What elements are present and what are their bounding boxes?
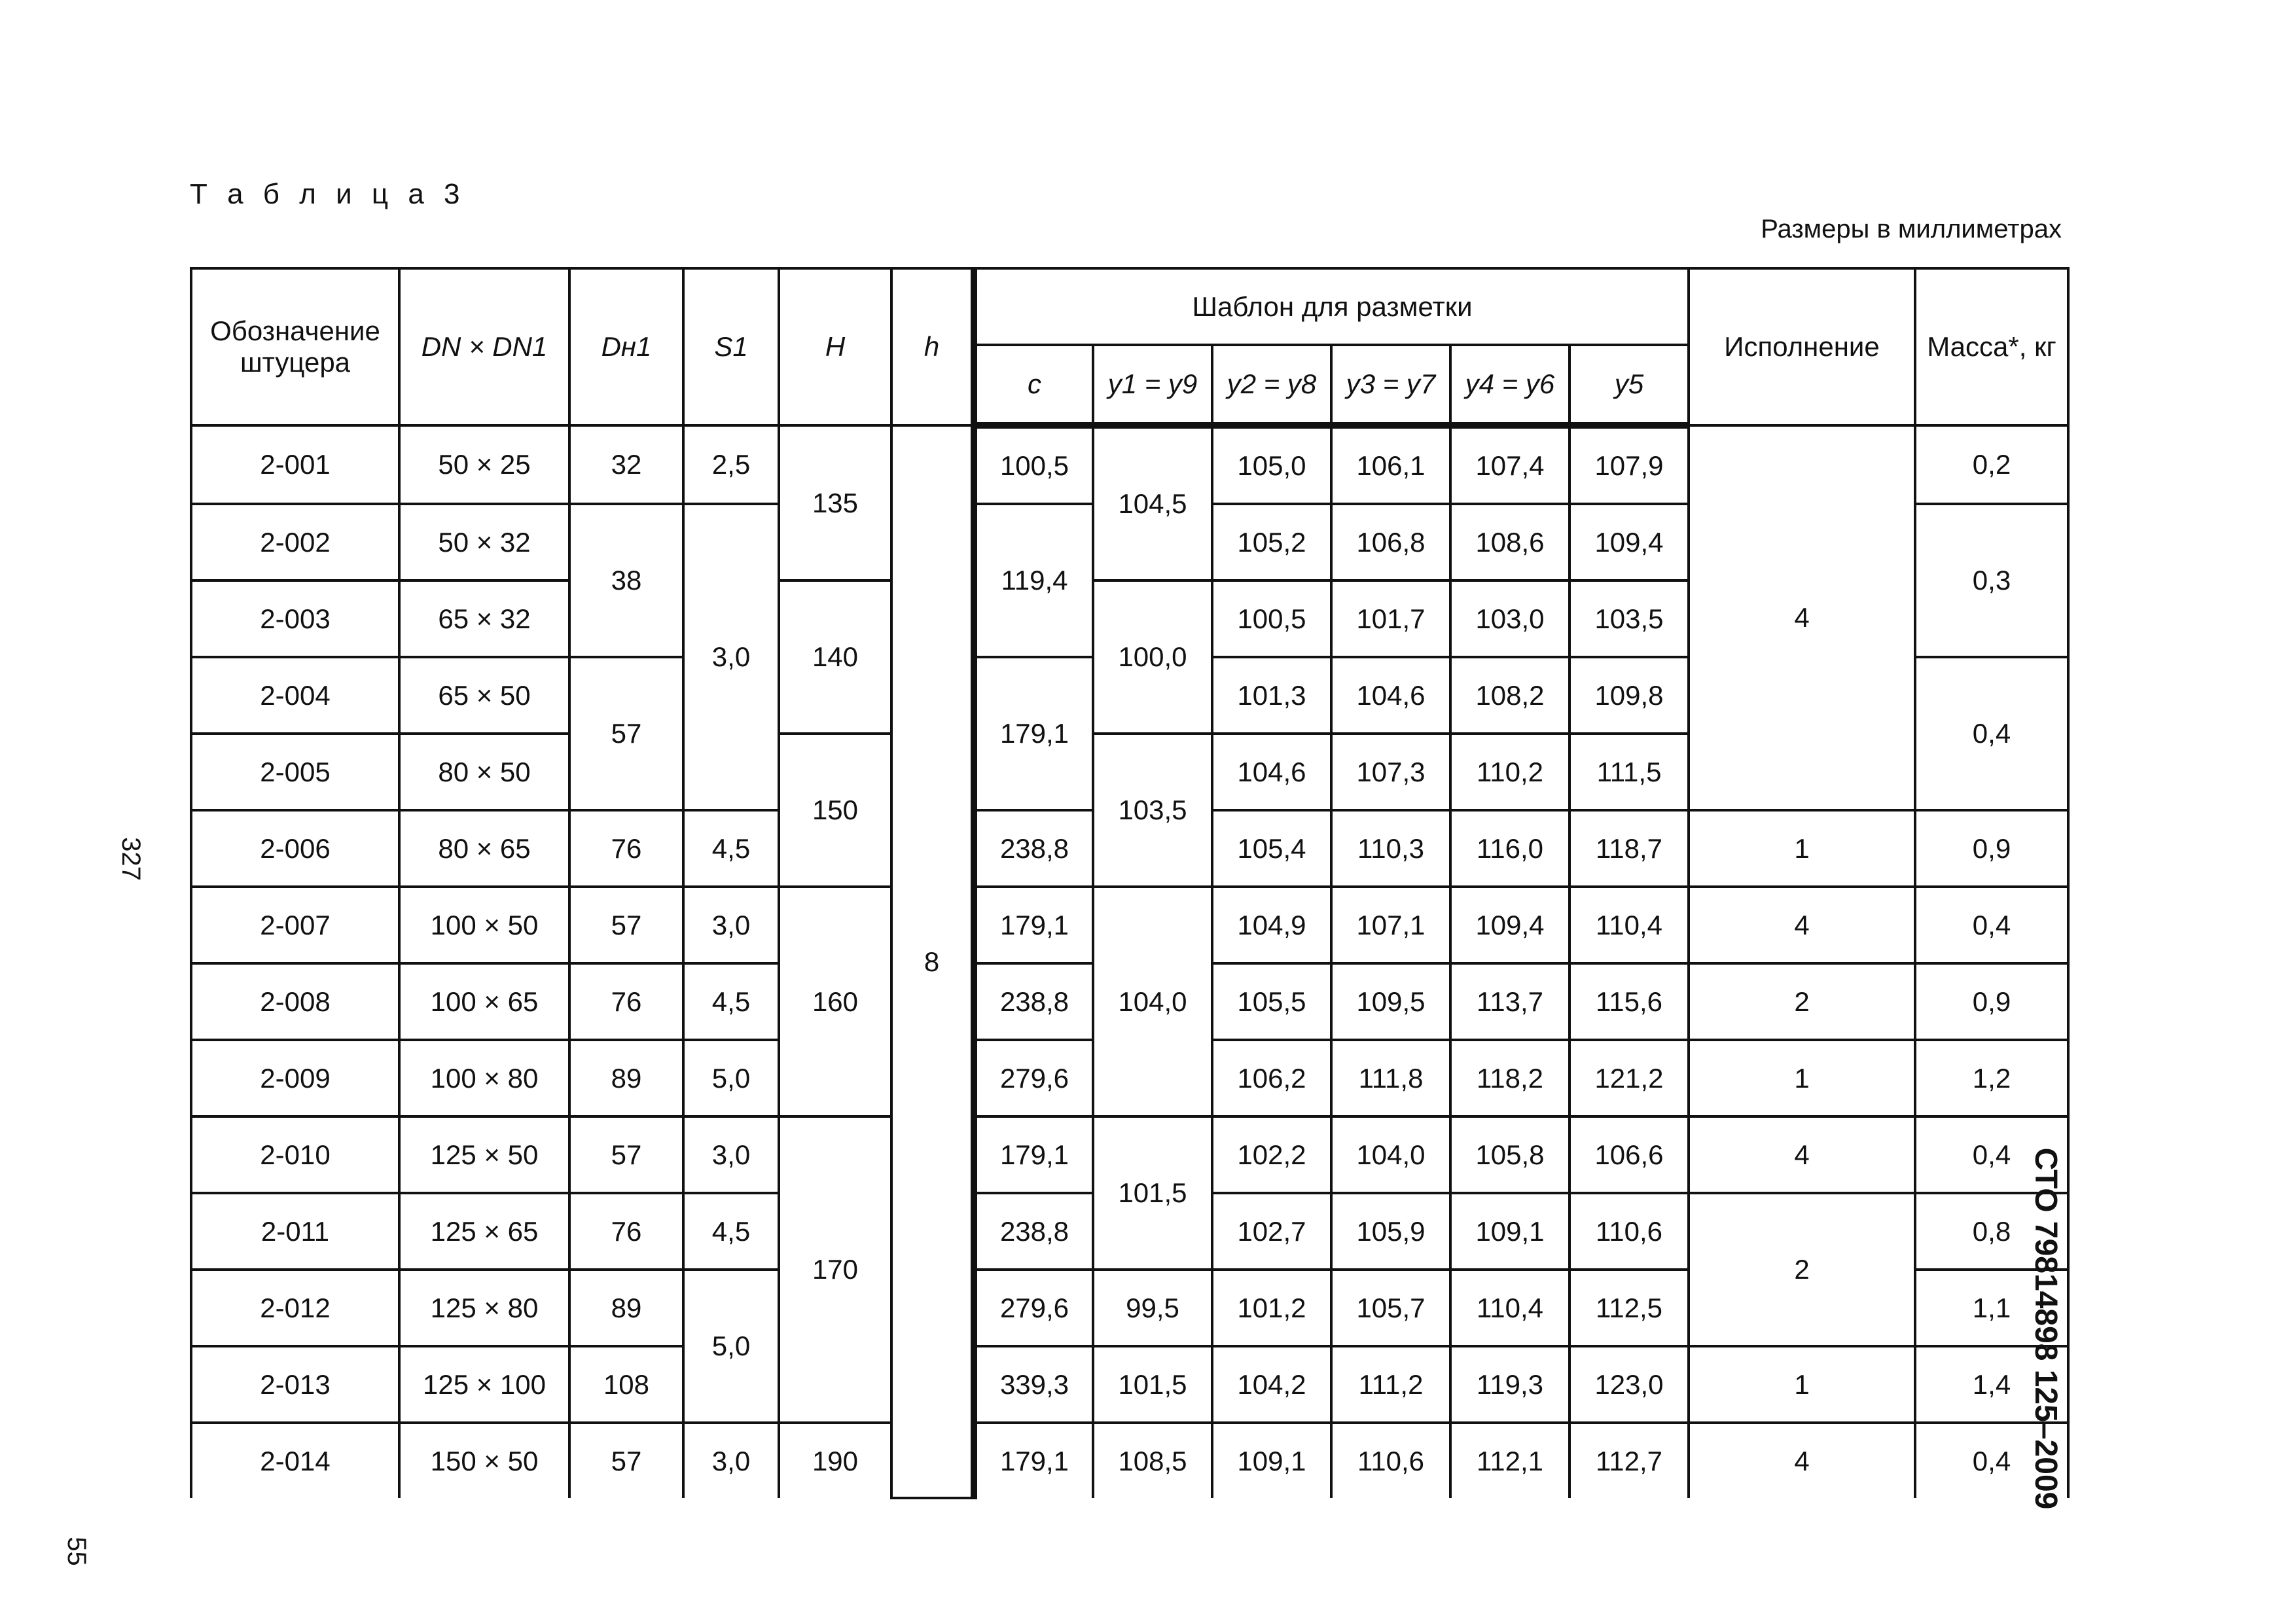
header-h: h	[891, 268, 974, 425]
cell-H: 170	[779, 1116, 891, 1423]
cell-y4: 105,8	[1450, 1116, 1570, 1193]
cell-mass: 0,2	[1915, 425, 2068, 504]
cell-y4: 108,2	[1450, 657, 1570, 734]
cell-dh: 57	[569, 657, 683, 810]
cell-s1: 3,0	[683, 1116, 779, 1193]
cell-y2: 105,2	[1212, 504, 1331, 580]
cell-execution: 1	[1689, 1346, 1915, 1423]
cell-designation: 2-001	[191, 425, 399, 504]
header-dn: DN × DN1	[399, 268, 569, 425]
header-dh: Dн1	[569, 268, 683, 425]
standard-code: СТО 79814898 125–2009	[2028, 1147, 2063, 1510]
cell-y2: 102,2	[1212, 1116, 1331, 1193]
cell-y5: 110,4	[1570, 887, 1689, 963]
cell-y3: 106,1	[1331, 425, 1450, 504]
header-mass: Масса*, кг	[1915, 268, 2068, 425]
cell-dn: 125 × 80	[399, 1270, 569, 1346]
cell-y3: 106,8	[1331, 504, 1450, 580]
header-c: c	[974, 345, 1093, 425]
cell-dh: 76	[569, 810, 683, 887]
table-caption: Т а б л и ц а 3	[190, 178, 466, 210]
cell-y1: 104,0	[1093, 887, 1212, 1116]
cell-s1: 3,0	[683, 887, 779, 963]
cell-y2: 104,6	[1212, 734, 1331, 810]
cell-dn: 65 × 32	[399, 580, 569, 657]
cell-y2: 105,4	[1212, 810, 1331, 887]
cell-y5: 115,6	[1570, 963, 1689, 1040]
cell-dn: 65 × 50	[399, 657, 569, 734]
cell-y1: 104,5	[1093, 425, 1212, 580]
cell-dn: 150 × 50	[399, 1423, 569, 1498]
cell-y4: 116,0	[1450, 810, 1570, 887]
units-note: Размеры в миллиметрах	[1761, 215, 2062, 243]
cell-mass: 0,9	[1915, 810, 2068, 887]
cell-y3: 104,0	[1331, 1116, 1450, 1193]
cell-c: 238,8	[974, 1193, 1093, 1270]
cell-y5: 106,6	[1570, 1116, 1689, 1193]
cell-c: 339,3	[974, 1346, 1093, 1423]
cell-s1: 2,5	[683, 425, 779, 504]
header-y1y9: y1 = y9	[1093, 345, 1212, 425]
cell-dh: 108	[569, 1346, 683, 1423]
cell-y2: 106,2	[1212, 1040, 1331, 1116]
page-number-bottom: 55	[62, 1537, 91, 1566]
cell-y4: 119,3	[1450, 1346, 1570, 1423]
cell-y5: 123,0	[1570, 1346, 1689, 1423]
cell-y1: 108,5	[1093, 1423, 1212, 1498]
cell-y5: 118,7	[1570, 810, 1689, 887]
cell-designation: 2-003	[191, 580, 399, 657]
cell-y2: 105,5	[1212, 963, 1331, 1040]
header-template: Шаблон для разметки	[974, 268, 1689, 345]
cell-dh: 89	[569, 1270, 683, 1346]
cell-y4: 108,6	[1450, 504, 1570, 580]
cell-dh: 57	[569, 1423, 683, 1498]
header-y3y7: y3 = y7	[1331, 345, 1450, 425]
cell-y4: 109,1	[1450, 1193, 1570, 1270]
cell-mass: 0,4	[1915, 887, 2068, 963]
cell-execution: 1	[1689, 1040, 1915, 1116]
cell-y1: 100,0	[1093, 580, 1212, 734]
cell-execution: 2	[1689, 963, 1915, 1040]
cell-y4: 112,1	[1450, 1423, 1570, 1498]
cell-dh: 89	[569, 1040, 683, 1116]
cell-H: 140	[779, 580, 891, 734]
cell-y5: 111,5	[1570, 734, 1689, 810]
cell-y5: 112,7	[1570, 1423, 1689, 1498]
cell-c: 179,1	[974, 1423, 1093, 1498]
cell-dh: 57	[569, 1116, 683, 1193]
cell-y4: 110,2	[1450, 734, 1570, 810]
cell-y5: 121,2	[1570, 1040, 1689, 1116]
cell-mass: 1,2	[1915, 1040, 2068, 1116]
cell-y2: 104,9	[1212, 887, 1331, 963]
cell-s1: 4,5	[683, 963, 779, 1040]
page-number-side: 327	[116, 837, 145, 881]
cell-y3: 111,8	[1331, 1040, 1450, 1116]
cell-designation: 2-002	[191, 504, 399, 580]
cell-y5: 112,5	[1570, 1270, 1689, 1346]
cell-s1: 3,0	[683, 1423, 779, 1498]
cell-y3: 110,3	[1331, 810, 1450, 887]
cell-y5: 103,5	[1570, 580, 1689, 657]
cell-execution: 4	[1689, 1423, 1915, 1498]
cell-y3: 105,7	[1331, 1270, 1450, 1346]
cell-y2: 109,1	[1212, 1423, 1331, 1498]
cell-H: 135	[779, 425, 891, 580]
cell-y2: 101,3	[1212, 657, 1331, 734]
cell-designation: 2-006	[191, 810, 399, 887]
cell-execution: 4	[1689, 1116, 1915, 1193]
cell-designation: 2-011	[191, 1193, 399, 1270]
cell-dh: 38	[569, 504, 683, 657]
cell-y2: 101,2	[1212, 1270, 1331, 1346]
header-execution: Исполнение	[1689, 268, 1915, 425]
cell-designation: 2-007	[191, 887, 399, 963]
cell-c: 279,6	[974, 1270, 1093, 1346]
cell-H: 150	[779, 734, 891, 887]
cell-designation: 2-010	[191, 1116, 399, 1193]
cell-y3: 111,2	[1331, 1346, 1450, 1423]
cell-y5: 107,9	[1570, 425, 1689, 504]
cell-y4: 118,2	[1450, 1040, 1570, 1116]
cell-dh: 57	[569, 887, 683, 963]
cell-dh: 76	[569, 963, 683, 1040]
cell-y4: 110,4	[1450, 1270, 1570, 1346]
cell-c: 119,4	[974, 504, 1093, 657]
cell-H: 160	[779, 887, 891, 1116]
cell-c: 238,8	[974, 810, 1093, 887]
cell-s1: 5,0	[683, 1040, 779, 1116]
cell-designation: 2-014	[191, 1423, 399, 1498]
cell-dh: 32	[569, 425, 683, 504]
cell-y3: 107,3	[1331, 734, 1450, 810]
cell-mass: 0,3	[1915, 504, 2068, 657]
cell-dn: 80 × 65	[399, 810, 569, 887]
cell-y2: 100,5	[1212, 580, 1331, 657]
cell-y4: 103,0	[1450, 580, 1570, 657]
cell-y1: 101,5	[1093, 1346, 1212, 1423]
cell-y3: 107,1	[1331, 887, 1450, 963]
cell-y3: 105,9	[1331, 1193, 1450, 1270]
cell-y4: 109,4	[1450, 887, 1570, 963]
cell-y5: 110,6	[1570, 1193, 1689, 1270]
cell-c: 179,1	[974, 887, 1093, 963]
cell-dn: 80 × 50	[399, 734, 569, 810]
cell-y2: 105,0	[1212, 425, 1331, 504]
cell-execution: 4	[1689, 887, 1915, 963]
header-s1: S1	[683, 268, 779, 425]
cell-mass: 0,4	[1915, 1116, 2068, 1193]
cell-designation: 2-009	[191, 1040, 399, 1116]
cell-c: 179,1	[974, 1116, 1093, 1193]
cell-y4: 113,7	[1450, 963, 1570, 1040]
cell-mass: 1,1	[1915, 1270, 2068, 1346]
header-y5: y5	[1570, 345, 1689, 425]
cell-y2: 102,7	[1212, 1193, 1331, 1270]
cell-s1: 4,5	[683, 810, 779, 887]
cell-dn: 50 × 32	[399, 504, 569, 580]
header-y4y6: y4 = y6	[1450, 345, 1570, 425]
cell-mass: 0,4	[1915, 657, 2068, 810]
cell-y1: 101,5	[1093, 1116, 1212, 1270]
header-y2y8: y2 = y8	[1212, 345, 1331, 425]
dimensions-table	[190, 267, 2070, 1499]
header-H: H	[779, 268, 891, 425]
cell-y3: 109,5	[1331, 963, 1450, 1040]
cell-dn: 100 × 80	[399, 1040, 569, 1116]
cell-mass: 0,9	[1915, 963, 2068, 1040]
cell-c: 238,8	[974, 963, 1093, 1040]
cell-y3: 104,6	[1331, 657, 1450, 734]
cell-c: 279,6	[974, 1040, 1093, 1116]
cell-dn: 100 × 50	[399, 887, 569, 963]
cell-dh: 76	[569, 1193, 683, 1270]
cell-execution: 4	[1689, 425, 1915, 810]
cell-y4: 107,4	[1450, 425, 1570, 504]
cell-designation: 2-013	[191, 1346, 399, 1423]
cell-dn: 100 × 65	[399, 963, 569, 1040]
cell-designation: 2-008	[191, 963, 399, 1040]
cell-designation: 2-012	[191, 1270, 399, 1346]
cell-dn: 125 × 100	[399, 1346, 569, 1423]
cell-y5: 109,8	[1570, 657, 1689, 734]
cell-y1: 99,5	[1093, 1270, 1212, 1346]
cell-c: 100,5	[974, 425, 1093, 504]
cell-y2: 104,2	[1212, 1346, 1331, 1423]
cell-H: 190	[779, 1423, 891, 1498]
cell-s1: 4,5	[683, 1193, 779, 1270]
cell-y1: 103,5	[1093, 734, 1212, 887]
cell-dn: 50 × 25	[399, 425, 569, 504]
cell-y3: 101,7	[1331, 580, 1450, 657]
cell-h: 8	[891, 425, 974, 1498]
cell-mass: 0,4	[1915, 1423, 2068, 1498]
cell-y3: 110,6	[1331, 1423, 1450, 1498]
cell-designation: 2-004	[191, 657, 399, 734]
cell-s1: 3,0	[683, 504, 779, 810]
cell-mass: 1,4	[1915, 1346, 2068, 1423]
cell-s1: 5,0	[683, 1270, 779, 1423]
cell-execution: 2	[1689, 1193, 1915, 1346]
cell-execution: 1	[1689, 810, 1915, 887]
cell-dn: 125 × 65	[399, 1193, 569, 1270]
cell-dn: 125 × 50	[399, 1116, 569, 1193]
cell-designation: 2-005	[191, 734, 399, 810]
cell-mass: 0,8	[1915, 1193, 2068, 1270]
header-designation: Обозначение штуцера	[191, 268, 399, 425]
cell-y5: 109,4	[1570, 504, 1689, 580]
cell-c: 179,1	[974, 657, 1093, 810]
